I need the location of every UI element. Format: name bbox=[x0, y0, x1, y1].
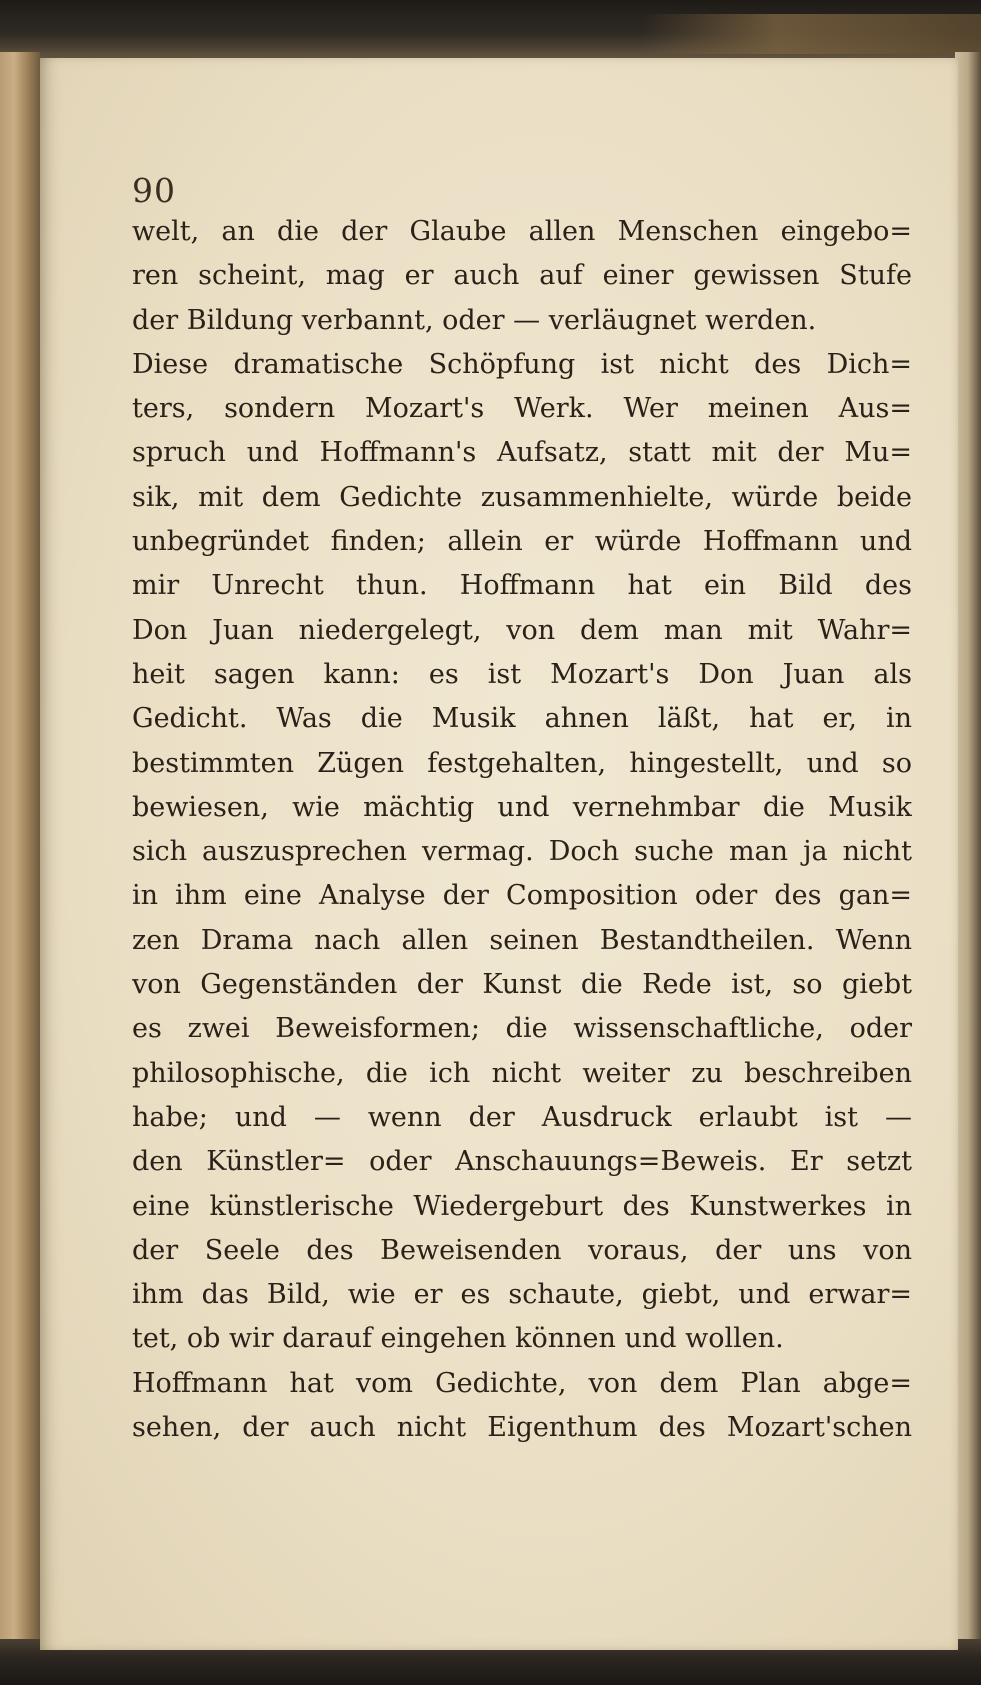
page-stack-left bbox=[0, 52, 40, 1652]
text-line-11: heit sagen kann: es ist Mozart's Don Juan als bbox=[132, 658, 912, 690]
text-line-3: der Bildung verbannt, oder — verläugnet werden. bbox=[132, 304, 817, 336]
text-line-1: welt, an die der Glaube allen Menschen eingebo= bbox=[132, 216, 912, 247]
text-line-15: sich auszusprechen vermag. Doch suche man ja nicht bbox=[132, 836, 912, 868]
text-line-17: zen Drama nach allen seinen Bestandtheilen. Wenn bbox=[132, 924, 912, 956]
book-page bbox=[40, 58, 958, 1650]
text-line-4: Diese dramatische Schöpfung ist nicht des Dich= bbox=[132, 348, 912, 380]
text-line-16: in ihm eine Analyse der Composition oder des gan= bbox=[132, 880, 912, 912]
text-line-21: habe; und — wenn der Ausdruck erlaubt ist — bbox=[132, 1101, 912, 1133]
text-line-9: mir Unrecht thun. Hoffmann hat ein Bild des bbox=[132, 570, 912, 602]
text-line-18: von Gegenständen der Kunst die Rede ist, so giebt bbox=[132, 969, 912, 1001]
text-line-14: bewiesen, wie mächtig und vernehmbar die Musik bbox=[132, 791, 912, 823]
text-line-22: den Künstler= oder Anschauungs=Beweis. Er setzt bbox=[132, 1146, 912, 1178]
text-line-10: Don Juan niedergelegt, von dem man mit Wahr= bbox=[132, 614, 912, 646]
text-line-7: sik, mit dem Gedichte zusammenhielte, würde beide bbox=[132, 481, 912, 513]
text-line-5: ters, sondern Mozart's Werk. Wer meinen Aus= bbox=[132, 393, 912, 425]
text-line-26: tet, ob wir darauf eingehen können und wollen. bbox=[132, 1323, 784, 1355]
text-line-24: der Seele des Beweisenden voraus, der uns von bbox=[132, 1234, 912, 1266]
book-cover-edge bbox=[641, 14, 981, 54]
text-line-23: eine künstlerische Wiedergeburt des Kunstwerkes in bbox=[132, 1190, 912, 1222]
page-number: 90 bbox=[132, 171, 176, 210]
body-text bbox=[132, 210, 912, 1450]
text-line-25: ihm das Bild, wie er es schaute, giebt, und erwar= bbox=[132, 1279, 912, 1311]
text-line-27: Hoffmann hat vom Gedichte, von dem Plan abge= bbox=[132, 1367, 912, 1399]
text-line-6: spruch und Hoffmann's Aufsatz, statt mit der Mu= bbox=[132, 437, 912, 469]
text-line-8: unbegründet finden; allein er würde Hoffmann und bbox=[132, 526, 912, 558]
text-line-20: philosophische, die ich nicht weiter zu beschreiben bbox=[132, 1057, 912, 1089]
text-line-19: es zwei Beweisformen; die wissenschaftliche, oder bbox=[132, 1013, 912, 1045]
text-line-12: Gedicht. Was die Musik ahnen läßt, hat er, in bbox=[132, 703, 912, 735]
text-line-13: bestimmten Zügen festgehalten, hingestellt, und so bbox=[132, 747, 912, 779]
page-stack-right bbox=[955, 52, 981, 1652]
text-line-28: sehen, der auch nicht Eigenthum des Mozart'schen bbox=[132, 1412, 912, 1444]
text-line-2: ren scheint, mag er auch auf einer gewissen Stufe bbox=[132, 260, 912, 292]
